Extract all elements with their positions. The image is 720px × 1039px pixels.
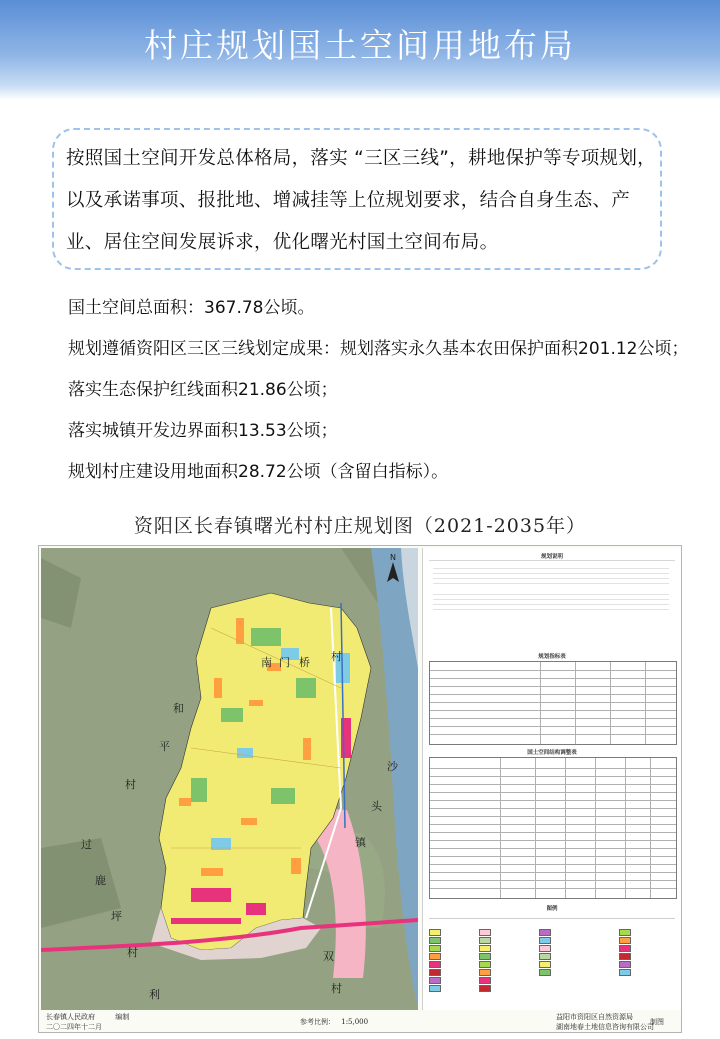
- page-title: 村庄规划国土空间用地布局: [144, 26, 576, 65]
- place-label: 门: [279, 656, 290, 669]
- fact-farmland: 规划遵循资阳区三区三线划定成果：规划落实永久基本农田保护面积201.12公顷；: [68, 339, 689, 359]
- place-label: 和: [173, 702, 184, 715]
- legend-swatch: [479, 977, 491, 984]
- intro-paragraph: 按照国土空间开发总体格局，落实 “三区三线”，耕地保护等专项规划，以及承诺事项、报批地、增减挂等上位规划要求，结合自身生态、产业、居住空间发展诉求，优化曙光村国土空间布局。: [66, 148, 656, 253]
- legend-swatch: [429, 929, 441, 936]
- legend-swatch: [479, 937, 491, 944]
- footer-scale-value: 1:5,000: [341, 1018, 369, 1026]
- header-banner: [0, 0, 720, 100]
- footer-left-line2: 二〇二四年十二月: [46, 1023, 102, 1031]
- place-label: 沙: [387, 760, 398, 773]
- legend-swatch: [429, 985, 441, 992]
- section-planning-notes: 规划说明: [540, 554, 563, 560]
- place-label: 双: [323, 950, 334, 963]
- footer-scale: [300, 1017, 368, 1027]
- place-label: 头: [371, 800, 382, 813]
- footer-right-line2: 湖南地春土地信息咨询有限公司: [556, 1023, 654, 1031]
- place-label: 平: [159, 740, 170, 753]
- place-label: 利: [149, 988, 160, 1001]
- place-label: 村: [125, 778, 136, 791]
- north-label: N: [390, 553, 396, 562]
- place-label: 桥: [299, 656, 310, 669]
- legend-swatch: [429, 953, 441, 960]
- indicator-table: [429, 661, 677, 745]
- footer-author-suffix: 编制: [115, 1013, 130, 1021]
- legend-swatch: [539, 969, 551, 976]
- legend-panel: [422, 548, 681, 1010]
- place-label: 过: [81, 838, 92, 851]
- legend-swatch: [539, 961, 551, 968]
- structure-table: [429, 757, 677, 899]
- legend-swatch: [479, 969, 491, 976]
- facts-list: [68, 288, 708, 493]
- map-title: 资阳区长春镇曙光村村庄规划图（2021-2035年）: [133, 515, 587, 537]
- place-label: 镇: [355, 836, 366, 849]
- place-label: 村: [331, 982, 342, 995]
- section-legend: 图例: [546, 906, 558, 912]
- legend-swatch: [619, 937, 631, 944]
- legend-swatch: [539, 937, 551, 944]
- footer-left-line1: [46, 1012, 129, 1022]
- legend-grid: [429, 918, 675, 1007]
- legend-swatch: [429, 961, 441, 968]
- legend-swatch: [479, 929, 491, 936]
- footer-scale-label: 参考比例：: [300, 1018, 335, 1026]
- fact-village-construction: 规划村庄建设用地面积28.72公顷（含留白指标）。: [68, 462, 449, 482]
- footer-right-suffix: 制图: [650, 1018, 664, 1026]
- place-label: 坪: [111, 910, 122, 923]
- legend-swatch: [619, 945, 631, 952]
- place-label: 村: [331, 650, 342, 663]
- section-structure-table: 国土空间结构调整表: [527, 750, 577, 756]
- fact-total-area: 国土空间总面积：367.78公顷。: [68, 298, 315, 318]
- footer-right-line1: 益阳市资阳区自然资源局: [556, 1013, 633, 1021]
- village-plan-map: [41, 548, 418, 1010]
- legend-swatch: [619, 969, 631, 976]
- section-indicator-table: 规划指标表: [538, 654, 566, 660]
- legend-swatch: [429, 937, 441, 944]
- fact-ecology-redline: 落实生态保护红线面积21.86公顷；: [68, 380, 338, 400]
- legend-swatch: [429, 969, 441, 976]
- legend-swatch: [619, 953, 631, 960]
- legend-swatch: [479, 985, 491, 992]
- place-label: 南: [261, 656, 272, 669]
- legend-swatch: [619, 961, 631, 968]
- fact-urban-boundary: 落实城镇开发边界面积13.53公顷；: [68, 421, 338, 441]
- legend-swatch: [539, 945, 551, 952]
- place-label: 鹿: [95, 874, 106, 887]
- legend-swatch: [539, 929, 551, 936]
- legend-swatch: [479, 945, 491, 952]
- place-label: 村: [127, 946, 138, 959]
- legend-swatch: [619, 929, 631, 936]
- legend-swatch: [479, 961, 491, 968]
- footer-author: 长春镇人民政府: [46, 1013, 95, 1021]
- legend-swatch: [429, 945, 441, 952]
- legend-swatch: [479, 953, 491, 960]
- legend-swatch: [429, 977, 441, 984]
- legend-swatch: [539, 953, 551, 960]
